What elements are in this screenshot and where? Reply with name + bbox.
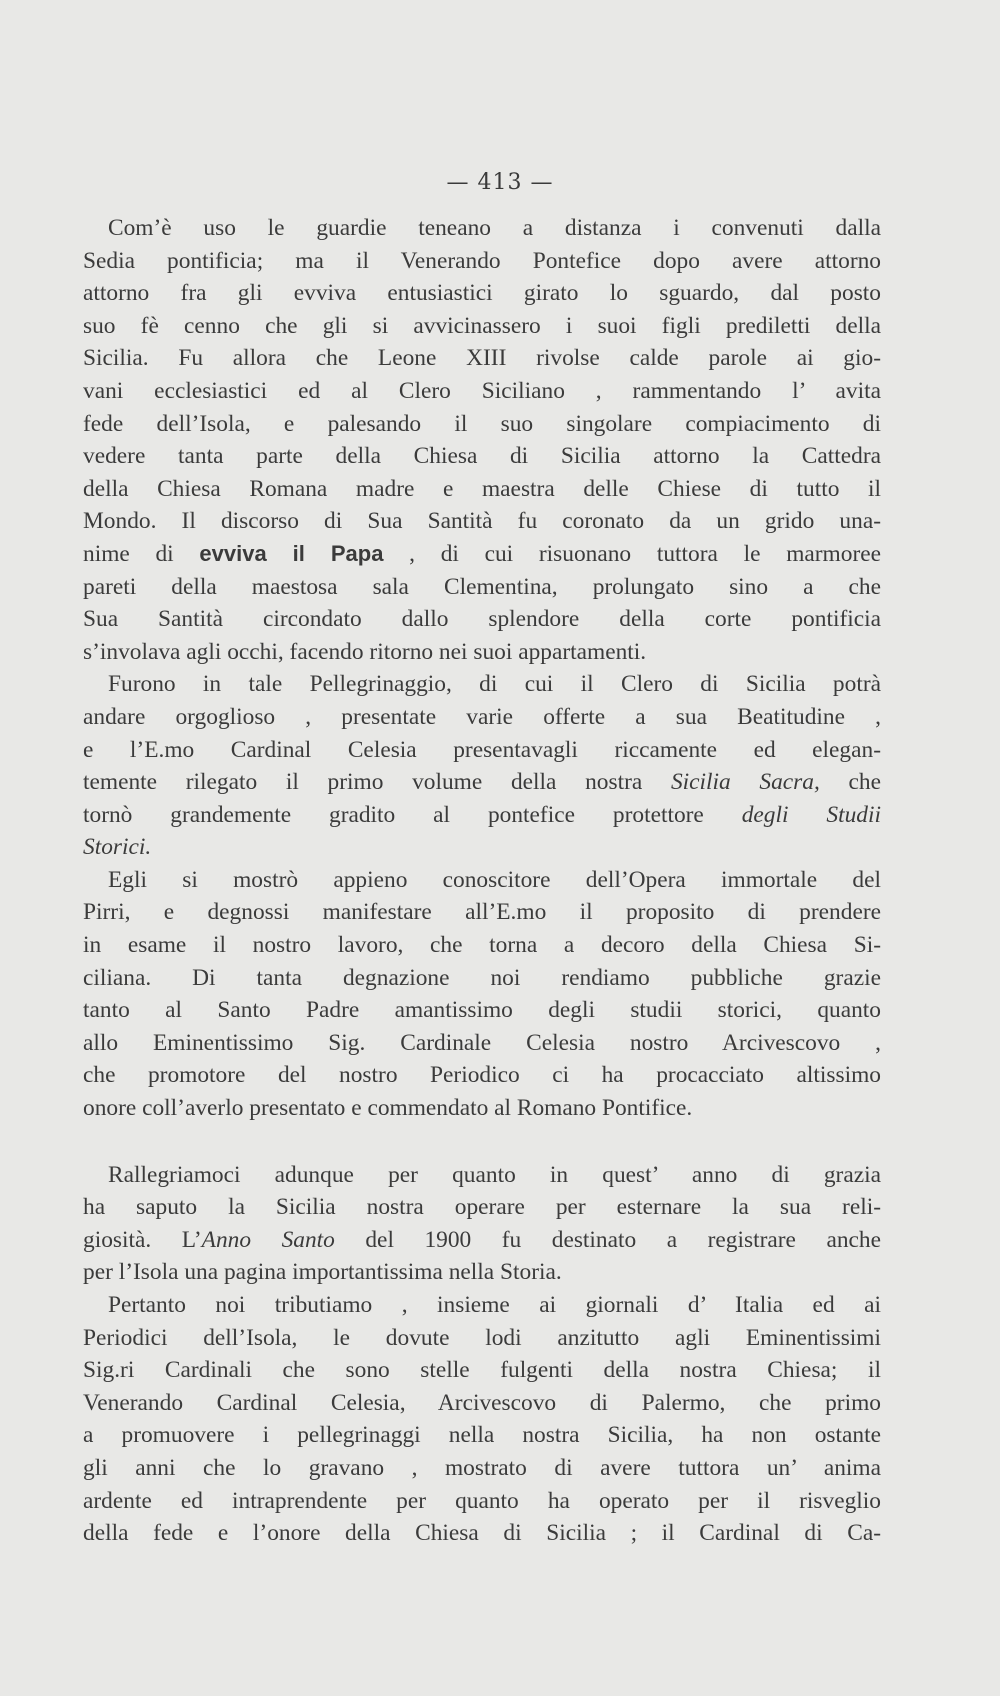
text-run: attorno fra gli evviva entusiastici girato lo sguardo, dal posto — [83, 280, 881, 307]
text-line — [83, 929, 881, 962]
text-line — [83, 603, 881, 636]
text-line — [83, 1224, 881, 1257]
text-line — [83, 1452, 881, 1485]
text-run: gli anni che lo gravano , mostrato di avere tuttora un’ anima — [83, 1454, 881, 1481]
text-run: s’involava agli occhi, facendo ritorno nei suoi appartamenti. — [83, 638, 647, 665]
text-run: Mondo. Il discorso di Sua Santità fu coronato da un grido una- — [83, 508, 881, 535]
italic-text: degli Studii — [741, 801, 882, 828]
text-run: andare orgoglioso , presentate varie offerte a sua Beatitudine , — [83, 703, 881, 730]
text-line — [83, 245, 881, 278]
bold-text: evviva il Papa — [199, 540, 384, 566]
text-line — [83, 1159, 881, 1192]
text-line — [83, 831, 881, 864]
text-line — [83, 994, 881, 1027]
text-line — [83, 1322, 881, 1355]
text-run: ardente ed intraprendente per quanto ha operato per il risveglio — [83, 1487, 881, 1514]
text-run: Com’è uso le guardie teneano a distanza i convenuti dalla — [108, 215, 881, 241]
text-line — [83, 896, 881, 929]
text-run: della fede e l’onore della Chiesa di Sicilia ; il Cardinal di Ca- — [83, 1520, 881, 1547]
text-run: nime di — [83, 540, 200, 567]
text-run: in esame il nostro lavoro, che torna a decoro della Chiesa Si- — [83, 932, 881, 959]
text-run: Pertanto noi tributiamo , insieme ai giornali d’ Italia ed ai — [108, 1292, 881, 1318]
text-line — [83, 864, 881, 897]
text-run: Furono in tale Pellegrinaggio, di cui il Clero di Sicilia potrà — [108, 671, 881, 698]
text-run: Sicilia. Fu allora che Leone XIII rivolse calde parole ai gio- — [83, 345, 881, 372]
text-run: Sedia pontificia; ma il Venerando Pontefice dopo avere attorno — [83, 247, 881, 274]
italic-text: Storici. — [83, 834, 152, 861]
text-line — [83, 962, 881, 995]
text-line — [83, 1059, 881, 1092]
text-run: ha saputo la Sicilia nostra operare per esternare la sua reli- — [83, 1194, 881, 1221]
text-line — [83, 473, 881, 506]
text-run: che — [819, 769, 881, 796]
text-run: ciliana. Di tanta degnazione noi rendiamo pubbliche grazie — [83, 964, 881, 991]
text-run: suo fè cenno che gli si avvicinassero i suoi figli prediletti della — [83, 312, 881, 339]
text-line — [83, 1289, 881, 1322]
text-run: fede dell’Isola, e palesando il suo singolare compiacimento di — [83, 410, 881, 437]
text-line — [83, 668, 881, 701]
text-run: pareti della maestosa sala Clementina, prolungato sino a che — [83, 573, 881, 600]
text-line — [83, 1256, 881, 1289]
text-line — [83, 277, 881, 310]
text-run: , di cui risuonano tuttora le marmoree — [383, 540, 881, 567]
text-run: Pirri, e degnossi manifestare all’E.mo il proposito di prendere — [83, 899, 881, 926]
text-run: tornò grandemente gradito al pontefice protettore — [83, 801, 742, 828]
text-line — [83, 1191, 881, 1224]
text-run: giosità. L’ — [83, 1226, 202, 1253]
text-line — [83, 538, 881, 571]
text-run: Egli si mostrò appieno conoscitore dell’Opera immortale del — [108, 866, 881, 893]
text-run: temente rilegato il primo volume della nostra — [83, 769, 671, 796]
text-line — [83, 310, 881, 343]
text-line — [83, 440, 881, 473]
text-line — [83, 734, 881, 767]
text-line — [83, 342, 881, 375]
italic-text: Sicilia Sacra, — [670, 769, 820, 796]
text-line — [83, 1517, 881, 1550]
text-run: Sig.ri Cardinali che sono stelle fulgenti della nostra Chiesa; il — [83, 1357, 881, 1384]
text-run: vedere tanta parte della Chiesa di Sicilia attorno la Cattedra — [83, 443, 881, 470]
text-run: Venerando Cardinal Celesia, Arcivescovo di Palermo, che primo — [83, 1389, 881, 1416]
text-line — [83, 1027, 881, 1060]
text-run: del 1900 fu destinato a registrare anche — [334, 1226, 881, 1253]
italic-text: Anno Santo — [201, 1226, 335, 1253]
text-line — [83, 571, 881, 604]
text-run: onore coll’averlo presentato e commendato al Romano Pontifice. — [83, 1095, 693, 1122]
page-number: — 413 — — [446, 170, 554, 195]
text-line — [83, 1485, 881, 1518]
text-run: a promuovere i pellegrinaggi nella nostra Sicilia, ha non ostante — [83, 1422, 881, 1449]
body-text — [83, 212, 881, 1550]
text-run: Rallegriamoci adunque per quanto in quest’ anno di grazia — [108, 1161, 881, 1188]
text-line — [83, 799, 881, 832]
text-run: che promotore del nostro Periodico ci ha procacciato altissimo — [83, 1062, 881, 1089]
text-line — [83, 505, 881, 538]
text-run: allo Eminentissimo Sig. Cardinale Celesia nostro Arcivescovo , — [83, 1029, 881, 1056]
text-run: per l’Isola una pagina importantissima nella Storia. — [83, 1259, 562, 1286]
text-line — [83, 212, 881, 245]
text-run: tanto al Santo Padre amantissimo degli studii storici, quanto — [83, 997, 881, 1024]
text-line — [83, 1419, 881, 1452]
text-line — [83, 636, 881, 669]
text-line — [83, 1387, 881, 1420]
text-run: vani ecclesiastici ed al Clero Siciliano , rammentando l’ avita — [83, 377, 881, 404]
text-run: e l’E.mo Cardinal Celesia presentavagli riccamente ed elegan- — [83, 736, 881, 763]
text-run: della Chiesa Romana madre e maestra delle Chiese di tutto il — [83, 475, 881, 502]
text-line — [83, 1354, 881, 1387]
text-run: Sua Santità circondato dallo splendore della corte pontificia — [83, 606, 881, 633]
text-line — [83, 408, 881, 441]
text-line — [83, 1092, 881, 1125]
text-run: Periodici dell’Isola, le dovute lodi anzitutto agli Eminentissimi — [83, 1324, 881, 1351]
text-line — [83, 766, 881, 799]
text-line — [83, 701, 881, 734]
text-line — [83, 375, 881, 408]
paragraph-gap — [83, 1125, 881, 1159]
